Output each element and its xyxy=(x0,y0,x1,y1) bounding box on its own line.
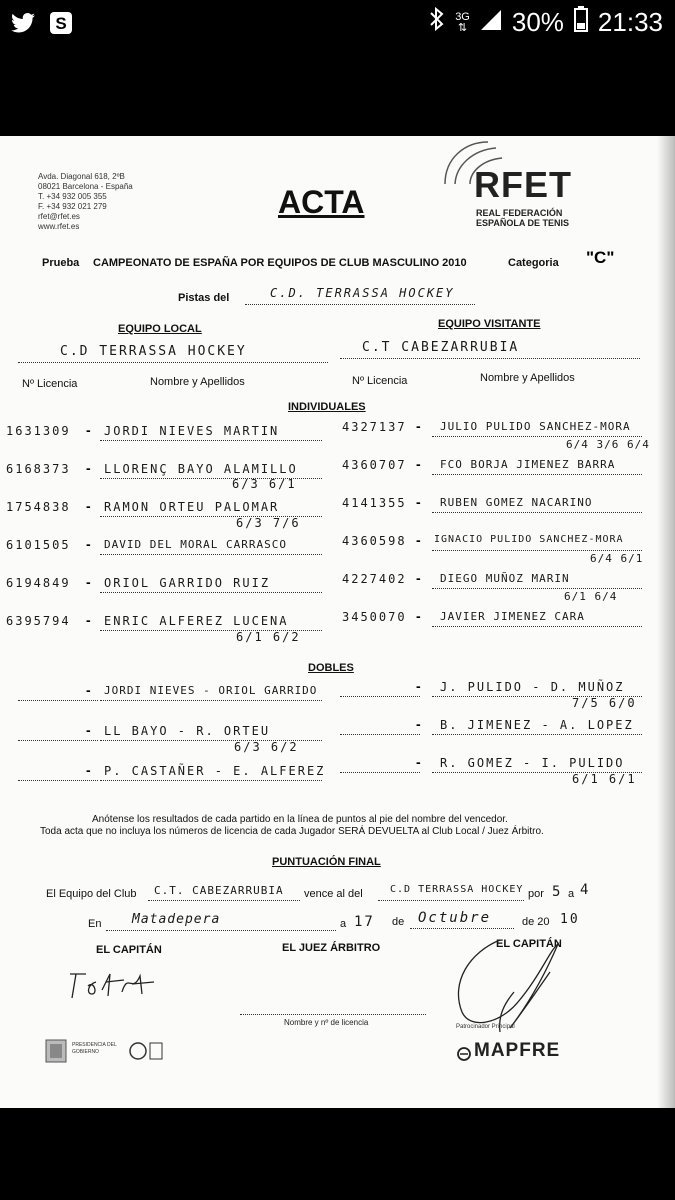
acta-document xyxy=(0,136,675,1108)
local-player-name: LLORENÇ BAYO ALAMILLO xyxy=(104,462,298,476)
network-type: 3G ⇅ xyxy=(455,10,470,34)
local-score: 6/3 6/1 xyxy=(232,477,297,491)
visit-player-name: FCO BORJA JIMENEZ BARRA xyxy=(440,458,616,471)
mapfre-logo: MAPFRE xyxy=(474,1040,561,1061)
loser-line xyxy=(378,900,524,901)
bluetooth-icon xyxy=(429,6,445,39)
dash: - xyxy=(86,460,91,476)
juez-sub-label: Nombre y nº de licencia xyxy=(284,1018,369,1027)
address-line: Avda. Diagonal 618, 2ºB xyxy=(38,172,125,181)
gobierno-text: PRESIDENCIA DEL GOBIERNO xyxy=(72,1042,117,1055)
visit-pair: J. PULIDO - D. MUÑOZ xyxy=(440,680,625,694)
note-line: Anótense los resultados de cada partido en la línea de puntos al pie del nombre del vencedor. xyxy=(92,814,508,825)
note-line: Toda acta que no incluya los números de licencia de cada Jugador SERÁ DEVUELTA al Club Local / Juez Árbitro. xyxy=(40,826,544,837)
phone-line: T. +34 932 005 355 xyxy=(38,192,107,201)
dash: - xyxy=(86,498,91,514)
web-line: www.rfet.es xyxy=(38,222,80,231)
visit-name-line xyxy=(432,512,642,513)
local-licencia-label: Nº Licencia xyxy=(22,378,78,390)
visit-lic-line xyxy=(340,696,420,697)
visit-pair: B. JIMENEZ - A. LOPEZ xyxy=(440,718,634,732)
local-score: 6/3 6/2 xyxy=(234,740,299,754)
skype-icon xyxy=(48,10,74,36)
winner-club: C.T. CABEZARRUBIA xyxy=(154,884,284,897)
local-licencia: 6168373 xyxy=(6,462,71,476)
coat-of-arms-icon xyxy=(44,1036,68,1064)
visit-pair: R. GOMEZ - I. PULIDO xyxy=(440,756,625,770)
mapfre-icon xyxy=(456,1046,472,1062)
page-edge-shadow xyxy=(657,136,675,1108)
visit-name-line xyxy=(432,550,642,551)
visit-name-line xyxy=(432,436,642,437)
local-name-line xyxy=(100,592,322,593)
de-label: de xyxy=(392,916,405,928)
address-line: 08021 Barcelona - España xyxy=(38,182,133,191)
dash: - xyxy=(416,494,421,510)
svg-text:S: S xyxy=(55,14,67,33)
gobierno-logo xyxy=(44,1036,126,1066)
visit-player-name: JULIO PULIDO SANCHEZ-MORA xyxy=(440,420,631,433)
local-player-name: JORDI NIEVES MARTIN xyxy=(104,424,280,438)
local-licencia: 6395794 xyxy=(6,614,71,628)
dash: - xyxy=(86,762,91,778)
visit-lic-line xyxy=(340,734,420,735)
clock: 21:33 xyxy=(597,7,663,37)
local-player-name: ENRIC ALFEREZ LUCENA xyxy=(104,614,289,628)
visit-score: 6/4 6/1 xyxy=(590,552,644,565)
visit-name-line xyxy=(432,626,642,627)
dash: - xyxy=(416,570,421,586)
battery-icon xyxy=(574,6,588,39)
local-heading: EQUIPO LOCAL xyxy=(118,323,202,335)
dash: - xyxy=(86,536,91,552)
local-player-name: DAVID DEL MORAL CARRASCO xyxy=(104,538,287,551)
dobles-heading: DOBLES xyxy=(308,662,354,674)
local-lic-line xyxy=(18,780,98,781)
year-prefix: de 20 xyxy=(522,916,550,928)
score-loser: 4 xyxy=(580,882,591,898)
local-lic-line xyxy=(18,740,98,741)
local-pair-line xyxy=(100,700,322,701)
capitan-visitante-label: EL CAPITÁN xyxy=(496,938,562,950)
network-type-label: 3G xyxy=(455,10,470,23)
winner-line xyxy=(148,900,300,901)
visit-licencia: 4360598 xyxy=(342,534,407,548)
year-suffix: 10 xyxy=(560,912,580,927)
dash: - xyxy=(416,608,421,624)
individuales-heading: INDIVIDUALES xyxy=(288,401,366,413)
local-licencia: 6101505 xyxy=(6,538,71,552)
visit-lic-line xyxy=(340,772,420,773)
equipo-label: El Equipo del Club xyxy=(46,888,137,900)
place: Matadepera xyxy=(132,912,221,927)
twitter-icon xyxy=(10,10,36,36)
prueba-label: Prueba xyxy=(42,257,80,269)
place-line xyxy=(106,930,336,931)
dash: - xyxy=(416,418,421,434)
visitante-heading: EQUIPO VISITANTE xyxy=(438,318,541,330)
local-name-line xyxy=(100,554,322,555)
local-pair: LL BAYO - R. ORTEU xyxy=(104,724,271,738)
battery-percent: 30% xyxy=(511,7,564,37)
local-licencia: 1754838 xyxy=(6,500,71,514)
local-player-name: RAMON ORTEU PALOMAR xyxy=(104,500,280,514)
document-title: ACTA xyxy=(278,184,365,220)
final-heading: PUNTUACIÓN FINAL xyxy=(272,856,381,868)
juez-label: EL JUEZ ÁRBITRO xyxy=(282,942,381,954)
logo-line: ESPAÑOLA DE TENIS xyxy=(476,218,570,228)
local-pair: JORDI NIEVES - ORIOL GARRIDO xyxy=(104,684,318,697)
vence-label: vence al del xyxy=(304,888,363,900)
dash: - xyxy=(86,722,91,738)
visit-score: 7/5 6/0 xyxy=(572,696,637,710)
local-name-line xyxy=(100,440,322,441)
visit-player-name: DIEGO MUÑOZ MARIN xyxy=(440,572,570,585)
logo-abbr: RFET xyxy=(474,164,572,205)
dash: - xyxy=(86,612,91,628)
visit-player-name: IGNACIO PULIDO SANCHEZ-MORA xyxy=(434,534,624,545)
logo-line: REAL FEDERACIÓN xyxy=(476,208,563,218)
local-licencia: 6194849 xyxy=(6,576,71,590)
visit-licencia: 4141355 xyxy=(342,496,407,510)
por-label: por xyxy=(528,888,544,900)
day: 17 xyxy=(354,914,375,930)
dash: - xyxy=(416,678,421,694)
pistas-value: C.D. TERRASSA HOCKEY xyxy=(270,286,455,300)
local-team-name: C.D TERRASSA HOCKEY xyxy=(60,344,247,359)
local-score: 6/1 6/2 xyxy=(236,630,301,644)
en-label: En xyxy=(88,918,102,930)
signature-local xyxy=(62,964,162,1004)
a-label: a xyxy=(340,918,347,930)
visit-name-line xyxy=(340,358,640,359)
local-player-name: ORIOL GARRIDO RUIZ xyxy=(104,576,271,590)
visit-name-line xyxy=(432,474,642,475)
categoria-label: Categoria xyxy=(508,257,559,269)
month-line xyxy=(410,928,514,929)
score-winner: 5 xyxy=(552,884,563,900)
fax-line: F. +34 932 021 279 xyxy=(38,202,107,211)
pistas-label: Pistas del xyxy=(178,292,230,304)
visit-score: 6/1 6/4 xyxy=(564,590,618,603)
visit-nombre-label: Nombre y Apellidos xyxy=(480,372,575,384)
month: Octubre xyxy=(418,910,492,926)
dash: - xyxy=(416,754,421,770)
dash: - xyxy=(86,574,91,590)
a-label: a xyxy=(568,888,575,900)
local-licencia: 1631309 xyxy=(6,424,71,438)
local-nombre-label: Nombre y Apellidos xyxy=(150,376,245,388)
dash: - xyxy=(86,682,91,698)
visit-player-name: RUBEN GOMEZ NACARINO xyxy=(440,496,593,509)
rfet-logo xyxy=(432,138,592,233)
local-name-line xyxy=(18,362,328,363)
dash: - xyxy=(86,422,91,438)
email-line: rfet@rfet.es xyxy=(38,212,80,221)
visit-licencia: 4227402 xyxy=(342,572,407,586)
juez-signature-line xyxy=(240,1014,426,1015)
status-bar xyxy=(0,0,675,48)
csd-logo-icon xyxy=(128,1038,166,1064)
visit-pair-line xyxy=(432,734,642,735)
categoria-value: "C" xyxy=(586,248,615,267)
patrocinador-label: Patrocinador Principal xyxy=(456,1024,515,1030)
visit-licencia-label: Nº Licencia xyxy=(352,375,408,387)
visit-player-name: JAVIER JIMENEZ CARA xyxy=(440,610,585,623)
local-lic-line xyxy=(18,700,98,701)
visit-name-line xyxy=(432,588,642,589)
capitan-local-label: EL CAPITÁN xyxy=(96,944,162,956)
visit-licencia: 4327137 xyxy=(342,420,407,434)
pistas-line xyxy=(245,304,475,305)
visit-score: 6/4 3/6 6/4 xyxy=(566,438,650,451)
visit-licencia: 4360707 xyxy=(342,458,407,472)
address-block xyxy=(38,172,133,232)
visit-score: 6/1 6/1 xyxy=(572,772,637,786)
local-score: 6/3 7/6 xyxy=(236,516,301,530)
visitante-team-name: C.T CABEZARRUBIA xyxy=(362,340,520,355)
prueba-value: CAMPEONATO DE ESPAÑA POR EQUIPOS DE CLUB MASCULINO 2010 xyxy=(93,257,467,269)
visit-licencia: 3450070 xyxy=(342,610,407,624)
dash: - xyxy=(416,456,421,472)
dash: - xyxy=(416,532,421,548)
signal-icon xyxy=(480,7,502,38)
local-pair: P. CASTAÑER - E. ALFEREZ xyxy=(104,764,326,778)
dash: - xyxy=(416,716,421,732)
loser-club: C.D TERRASSA HOCKEY xyxy=(390,884,524,895)
local-pair-line xyxy=(100,780,322,781)
